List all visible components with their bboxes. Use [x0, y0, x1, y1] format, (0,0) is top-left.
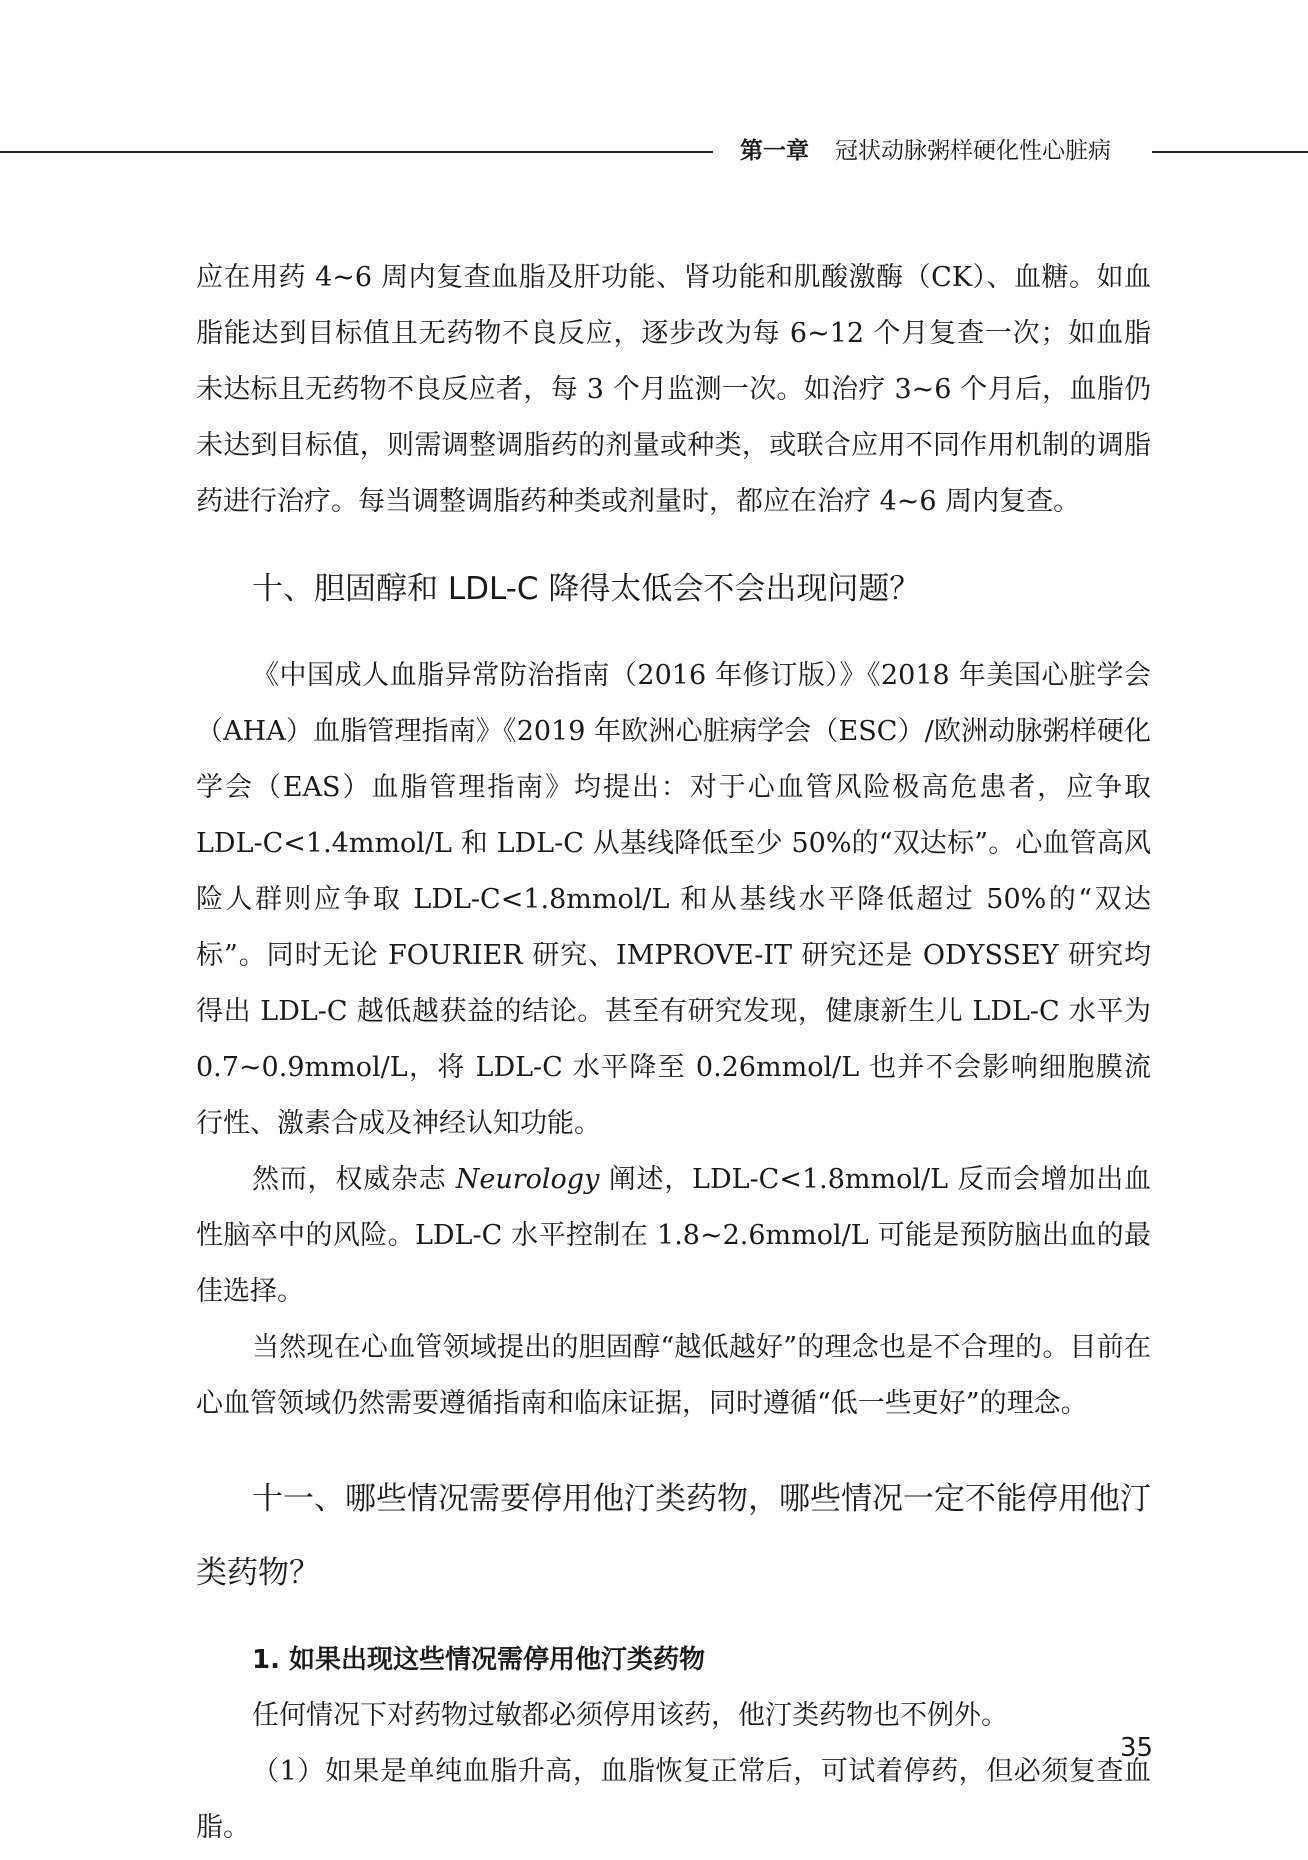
- section-10-heading: 十、胆固醇和 LDL-C 降得太低会不会出现问题？: [252, 571, 921, 607]
- page-body: [196, 250, 1154, 1856]
- header-rule-right: [1152, 151, 1308, 153]
- chapter-title: 冠状动脉粥样硬化性心脏病: [835, 138, 1111, 164]
- paragraph-continued: 应在用药 4~6 周内复查血脂及肝功能、肾功能和肌酸激酶（CK）、血糖。如血脂能达到目标值且无药物不良反应，逐步改为每 6~12 个月复查一次；如血脂未达标且无药物不良反应者，每 3 个月监测一次。如治疗 3~6 个月后，血脂仍未达到目标值，则需调整调脂药的剂量或种类，或联合应用不同作用机制的调脂药进行治疗。每当调整调脂药种类或剂量时，都应在治疗 4~6 周内复查。: [196, 262, 1151, 517]
- section-10-paragraph-1: 《中国成人血脂异常防治指南（2016 年修订版）》《2018 年美国心脏学会（AHA）血脂管理指南》《2019 年欧洲心脏病学会（ESC）/欧洲动脉粥样硬化学会（EAS）血脂管理指南》均提出：对于心血管风险极高危患者，应争取 LDL-C<1.4mmol/L 和 LDL-C 从基线降低至少 50%的“双达标”。心血管高风险人群则应争取 LDL-C<1.8mmol/L 和从基线水平降低超过 50%的“双达标”。同时无论 FOURIER 研究、IMPROVE-IT 研究还是 ODYSSEY 研究均得出 LDL-C 越低越获益的结论。甚至有研究发现，健康新生儿 LDL-C 水平为 0.7~0.9mmol/L，将 LDL-C 水平降至 0.26mmol/L 也并不会影响细胞膜流行性、激素合成及神经认知功能。: [196, 660, 1151, 1139]
- section-10-paragraph-3: 当然现在心血管领域提出的胆固醇“越低越好”的理念也是不合理的。目前在心血管领域仍然需要遵循指南和临床证据，同时遵循“低一些更好”的理念。: [196, 1332, 1151, 1419]
- chapter-label: 第一章: [740, 138, 809, 164]
- journal-name: Neurology: [455, 1164, 600, 1195]
- header-rule-left: [0, 151, 713, 153]
- section-11-paragraph-2: （1）如果是单纯血脂升高，血脂恢复正常后，可试着停药，但必须复查血脂。: [196, 1756, 1151, 1843]
- section-11-paragraph-1: 任何情况下对药物过敏都必须停用该药，他汀类药物也不例外。: [252, 1700, 1008, 1731]
- section-10-paragraph-2: 然而，权威杂志 Neurology 阐述，LDL-C<1.8mmol/L 反而会增加出血性脑卒中的风险。LDL-C 水平控制在 1.8~2.6mmol/L 可能是预防脑出血的最佳选择。: [196, 1164, 1151, 1307]
- page-number: 35: [1120, 1733, 1154, 1763]
- section-11-subheading-1: 1. 如果出现这些情况需停用他汀类药物: [252, 1645, 706, 1675]
- running-header: [740, 132, 1111, 165]
- section-11-heading: 十一、哪些情况需要停用他汀类药物，哪些情况一定不能停用他汀类药物？: [196, 1481, 1151, 1591]
